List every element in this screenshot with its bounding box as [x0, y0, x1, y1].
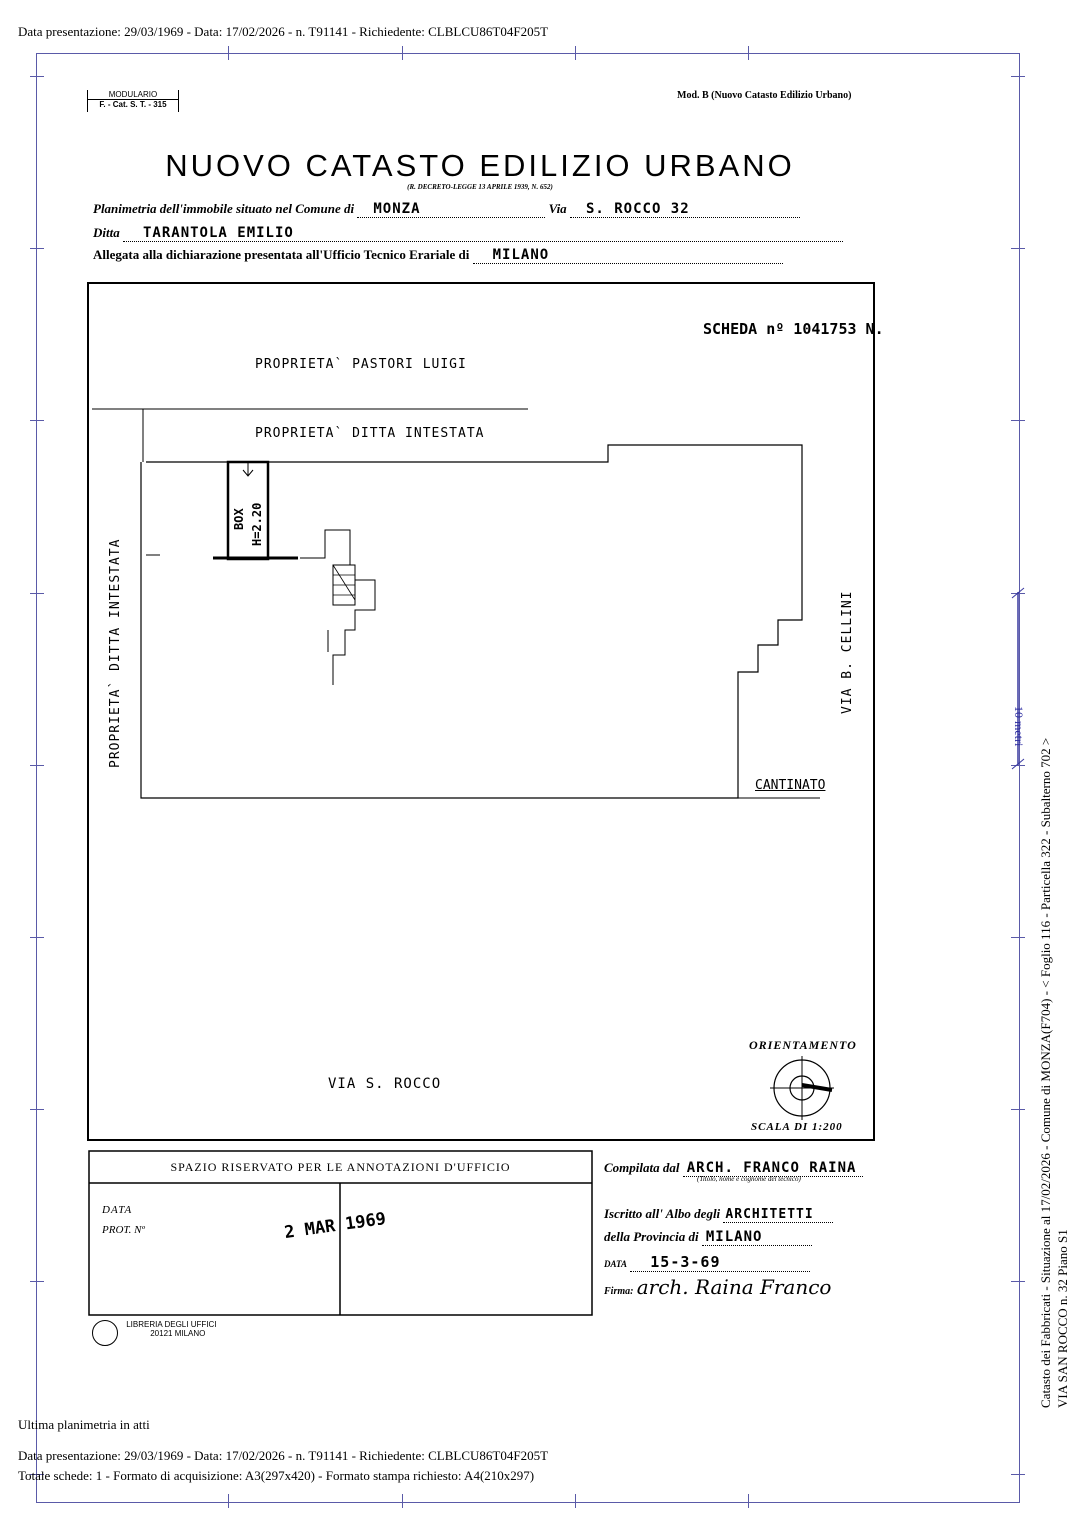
firma-label: Firma: — [604, 1286, 634, 1297]
box-height: H=2.20 — [250, 502, 264, 546]
data2-label: DATA — [604, 1259, 628, 1269]
header-line: Data presentazione: 29/03/1969 - Data: 17/02/2026 - n. T91141 - Richiedente: CLBLCU86T04F205T — [18, 24, 549, 39]
cantinato-label: CANTINATO — [755, 778, 826, 793]
footer-line-2: Totale schede: 1 - Formato di acquisizione: A3(297x420) - Formato stampa richiesto: A4(210x297) — [18, 1468, 535, 1483]
decree-reference: (R. DECRETO-LEGGE 13 APRILE 1939, N. 652) — [407, 183, 553, 191]
compilata-note: (Titolo, nome e cognome del tecnico) — [697, 1175, 801, 1183]
libreria-stamp — [92, 1320, 216, 1346]
libreria-name: LIBRERIA DEGLI UFFICI — [126, 1320, 217, 1329]
office-prot-label: PROT. Nº — [102, 1224, 145, 1236]
firma-line — [604, 1275, 831, 1299]
street-rocco: VIA S. ROCCO — [328, 1076, 442, 1092]
libreria-logo-icon — [92, 1320, 118, 1346]
ditta-label: Ditta — [93, 225, 120, 240]
compilata-label: Compilata dal — [604, 1160, 680, 1175]
scale-bar-label: 10 metri — [1012, 706, 1026, 747]
modulario-code: F. - Cat. S. T. - 315 — [99, 100, 167, 109]
side-info-line-1: Catasto dei Fabbricati - Situazione al 17/02/2026 - Comune di MONZA(F704) - < Foglio 116 - Particella 322 - Subalterno 702 > — [1038, 737, 1053, 1408]
iscritto-line — [604, 1206, 833, 1223]
comune-value: MONZA — [373, 201, 421, 217]
provincia-label: della Provincia di — [604, 1229, 699, 1244]
libreria-city: 20121 MILANO — [150, 1329, 206, 1338]
neighbor-ditta-left: PROPRIETA` DITTA INTESTATA — [108, 538, 123, 768]
iscritto-label: Iscritto all' Albo degli — [604, 1206, 721, 1221]
neighbor-pastori: PROPRIETA` PASTORI LUIGI — [255, 357, 467, 372]
via-label: Via — [548, 201, 567, 216]
footer-line-1: Data presentazione: 29/03/1969 - Data: 17/02/2026 - n. T91141 - Richiedente: CLBLCU86T04F205T — [18, 1448, 549, 1463]
scale-label: SCALA DI 1:200 — [751, 1121, 843, 1133]
orientation-label: ORIENTAMENTO — [749, 1038, 857, 1052]
firma-value: arch. Raina Franco — [636, 1275, 832, 1299]
footer-ultima: Ultima planimetria in atti — [18, 1417, 150, 1432]
via-value: S. ROCCO 32 — [585, 201, 690, 217]
ditta-value: TARANTOLA EMILIO — [142, 225, 294, 241]
provincia-value: MILANO — [705, 1229, 763, 1245]
modulario-label: MODULARIO — [88, 90, 178, 100]
office-title: SPAZIO RISERVATO PER LE ANNOTAZIONI D'UFFICIO — [170, 1160, 511, 1174]
provincia-line — [604, 1229, 812, 1246]
neighbor-ditta-top: PROPRIETA` DITTA INTESTATA — [255, 426, 485, 441]
iscritto-value: ARCHITETTI — [725, 1207, 814, 1222]
box-label: BOX — [232, 508, 246, 530]
document-title: NUOVO CATASTO EDILIZIO URBANO — [165, 148, 795, 183]
data2-line — [604, 1253, 810, 1272]
street-cellini: VIA B. CELLINI — [840, 590, 855, 714]
allegata-value: MILANO — [492, 247, 550, 263]
office-data-label: DATA — [102, 1204, 133, 1216]
side-info-line-2: VIA SAN ROCCO n. 32 Piano S1 — [1055, 1229, 1070, 1408]
scheda-number: SCHEDA nº 1041753 N. — [703, 320, 884, 338]
comune-label: Planimetria dell'immobile situato nel Comune di — [93, 201, 355, 216]
data2-value: 15-3-69 — [650, 1253, 721, 1271]
office-stamp: 2 MAR 1969 — [283, 1208, 388, 1244]
allegata-label: Allegata alla dichiarazione presentata all'Ufficio Tecnico Erariale di — [93, 247, 470, 262]
compilata-value: ARCH. FRANCO RAINA — [686, 1160, 857, 1176]
model-reference: Mod. B (Nuovo Catasto Edilizio Urbano) — [677, 90, 852, 101]
